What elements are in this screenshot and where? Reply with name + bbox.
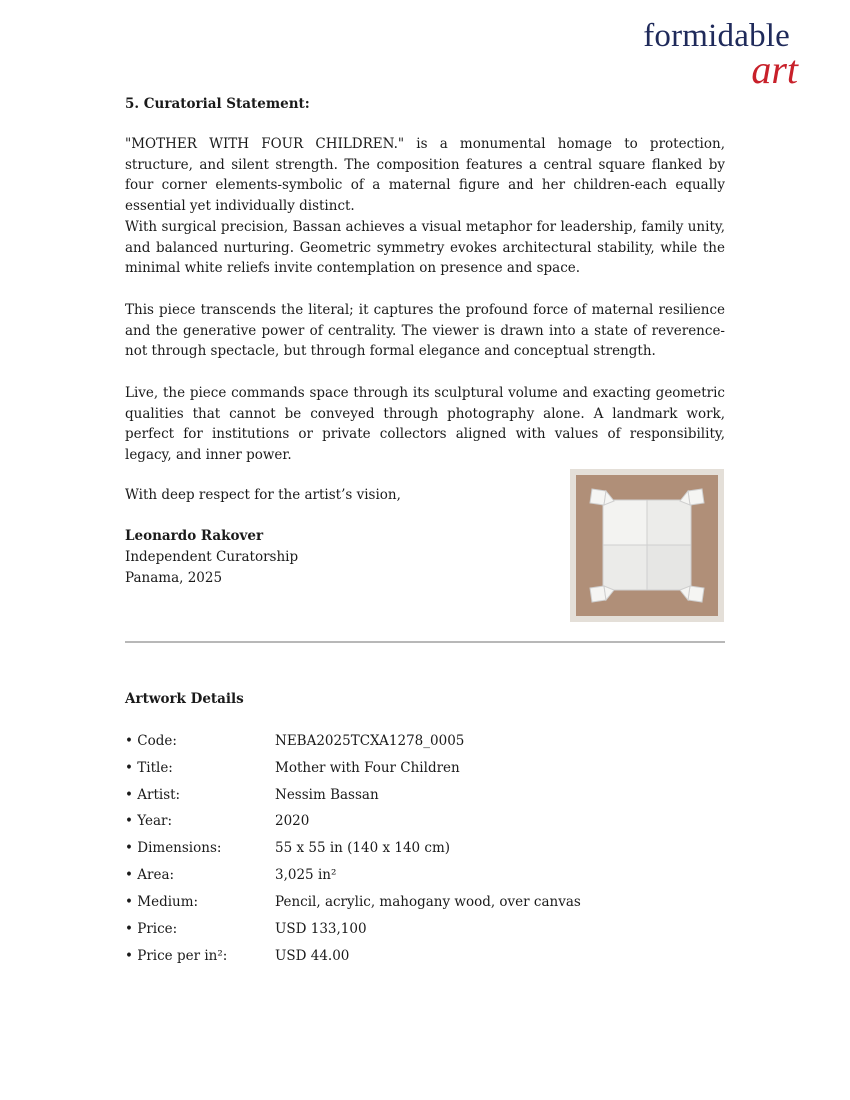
section-divider [125, 641, 725, 643]
detail-row-area [125, 867, 725, 889]
artwork-illustration [576, 475, 718, 616]
detail-row-dimensions [125, 840, 725, 862]
statement-paragraph-3: This piece transcends the literal; it captures the profound force of maternal resilience and the generative power of centrality. The viewer is drawn into a state of reverence-not through spectacle, but through formal elegance and conceptual strength. [125, 302, 725, 360]
detail-label: • Price: [125, 921, 178, 937]
curatorial-statement [125, 94, 725, 464]
detail-value: 2020 [275, 813, 310, 829]
detail-row-artist [125, 787, 725, 809]
detail-label: • Medium: [125, 894, 199, 910]
artwork-details-title: Artwork Details [125, 691, 244, 707]
detail-label: • Year: [125, 813, 173, 829]
detail-row-price-per-in2 [125, 948, 725, 970]
detail-value: USD 133,100 [275, 921, 367, 937]
detail-label: • Code: [125, 733, 177, 749]
detail-value: NEBA2025TCXA1278_0005 [275, 733, 465, 749]
artwork-photo [570, 469, 724, 622]
statement-paragraph-2: With surgical precision, Bassan achieves a visual metaphor for leadership, family unity, and balanced nurturing. Geometric symmetry evokes architectural stability, while the minimal white reliefs invite contemplation on presence and space. [125, 219, 725, 277]
signer-location: Panama, 2025 [125, 570, 223, 586]
logo-wordmark-top: formidable [643, 18, 790, 54]
detail-value: Nessim Bassan [275, 787, 379, 803]
formidable-art-logo [600, 18, 800, 90]
detail-row-price [125, 921, 725, 943]
detail-row-medium [125, 894, 725, 916]
detail-value: USD 44.00 [275, 948, 350, 964]
detail-label: • Price per in²: [125, 948, 228, 964]
logo-wordmark-bottom: art [751, 47, 798, 92]
detail-value: 3,025 in² [275, 867, 337, 883]
detail-label: • Artist: [125, 787, 181, 803]
detail-row-title [125, 760, 725, 782]
detail-value: Mother with Four Children [275, 760, 460, 776]
detail-value: Pencil, acrylic, mahogany wood, over canvas [275, 894, 581, 910]
detail-label: • Dimensions: [125, 840, 222, 856]
detail-row-code [125, 733, 725, 755]
detail-label: • Title: [125, 760, 173, 776]
statement-paragraph-4: Live, the piece commands space through its sculptural volume and exacting geometric qualities that cannot be conveyed through photography alone. A landmark work, perfect for institutions or private collectors aligned with values of responsibility, legacy, and inner power. [125, 385, 725, 464]
signer-name: Leonardo Rakover [125, 528, 264, 544]
statement-paragraph-1: "MOTHER WITH FOUR CHILDREN." is a monumental homage to protection, structure, and silent strength. The composition features a central square flanked by four corner elements-symbolic of a maternal figure and her children-each equally essential yet individually distinct. [125, 136, 725, 215]
section-heading: 5. Curatorial Statement: [125, 96, 310, 112]
detail-row-year [125, 813, 725, 835]
signer-role: Independent Curatorship [125, 549, 299, 565]
detail-value: 55 x 55 in (140 x 140 cm) [275, 840, 451, 856]
closing-line: With deep respect for the artist’s vision, [125, 487, 401, 503]
detail-label: • Area: [125, 867, 175, 883]
